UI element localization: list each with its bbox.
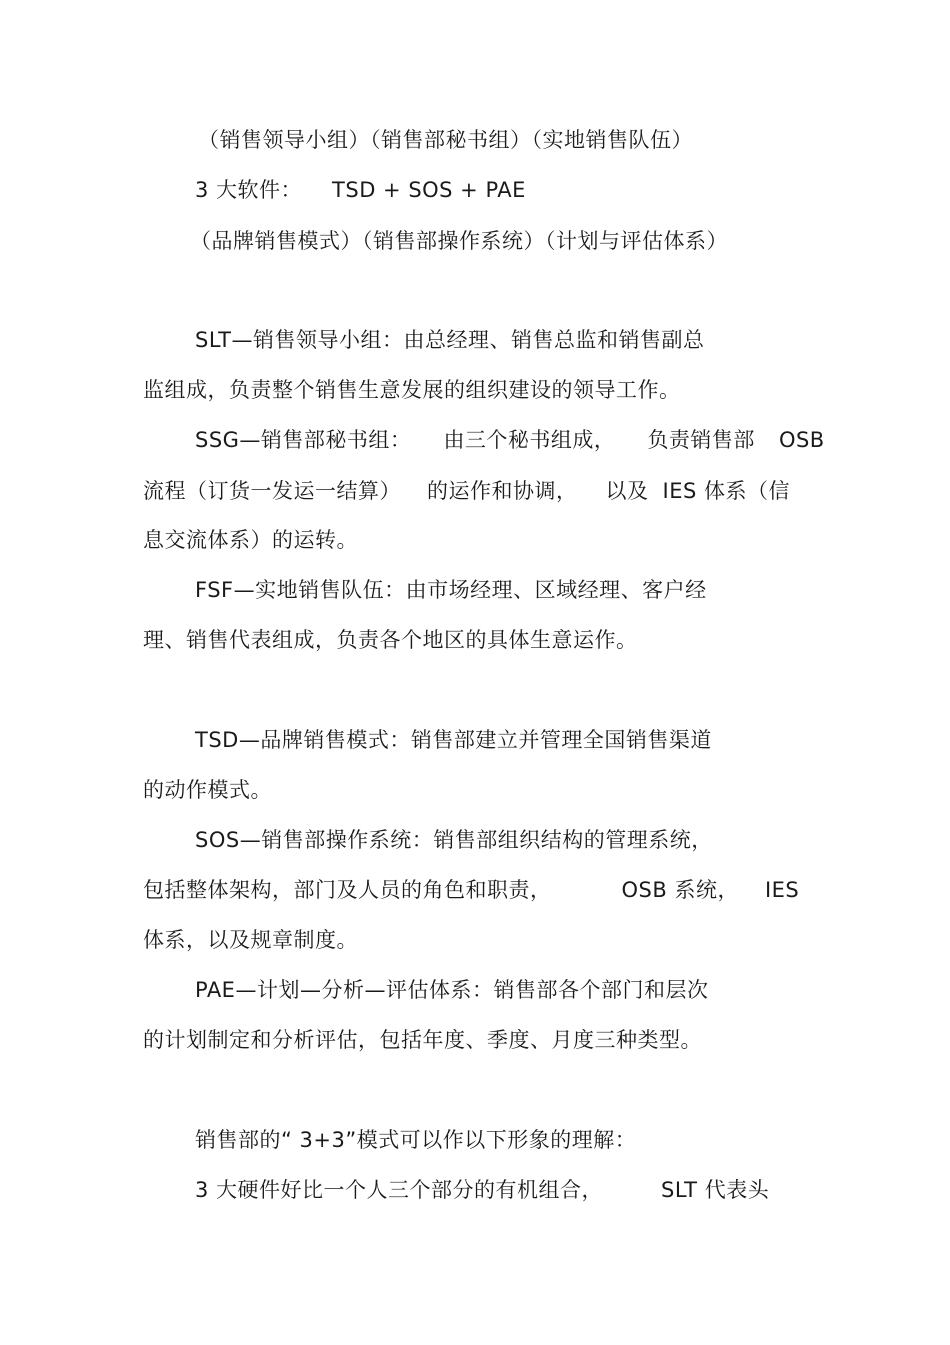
text-segment: TSD—品牌销售模式：销售部建立并管理全国销售渠道	[195, 728, 712, 752]
hardware-analogy-line	[195, 1175, 769, 1205]
text-segment: 的动作模式。	[143, 778, 272, 802]
tsd-paragraph-line-2	[143, 775, 272, 805]
text-segment: 体系，以及规章制度。	[143, 928, 358, 952]
text-segment: SSG—销售部秘书组：	[195, 428, 412, 452]
text-segment: 负责销售部	[647, 428, 755, 452]
software-descriptions-line	[190, 226, 728, 256]
text-segment: 3 大软件：	[195, 178, 303, 202]
text-segment: （品牌销售模式）（销售部操作系统）（计划与评估体系）	[190, 229, 728, 253]
text-segment: SLT 代表头	[661, 1178, 770, 1202]
sos-paragraph-line-3	[143, 925, 358, 955]
sos-paragraph-line-2	[143, 875, 799, 905]
sos-paragraph-line-1	[195, 825, 713, 855]
slt-paragraph-line-1	[195, 325, 704, 355]
hardware-descriptions-line	[198, 125, 693, 155]
tsd-paragraph-line-1	[195, 725, 712, 755]
text-segment: PAE—计划—分析—评估体系：销售部各个部门和层次	[195, 978, 709, 1002]
text-segment: TSD + SOS + PAE	[332, 178, 526, 202]
text-segment: 以及	[605, 479, 649, 503]
text-segment: SLT—销售领导小组：由总经理、销售总监和销售副总	[195, 328, 705, 352]
text-segment: （销售领导小组）（销售部秘书组）（实地销售队伍）	[198, 128, 693, 152]
text-segment: OSB	[778, 428, 825, 452]
text-segment: IES 体系（信	[662, 479, 790, 503]
text-segment: OSB 系统，	[621, 878, 739, 902]
fsf-paragraph-line-1	[195, 575, 707, 605]
pae-paragraph-line-2	[143, 1025, 702, 1055]
text-segment: SOS—销售部操作系统：销售部组织结构的管理系统，	[195, 828, 713, 852]
text-segment: 流程（订货一发运一结算）	[143, 479, 401, 503]
ssg-paragraph-line-1	[195, 425, 825, 455]
software-heading-line	[195, 175, 526, 205]
slt-paragraph-line-2	[143, 375, 681, 405]
text-segment: 由三个秘书组成，	[443, 428, 616, 452]
text-segment: 销售部的“ 3+3”模式可以作以下形象的理解：	[195, 1128, 637, 1152]
ssg-paragraph-line-2	[143, 476, 790, 506]
ssg-paragraph-line-3	[143, 525, 358, 555]
fsf-paragraph-line-2	[143, 625, 638, 655]
pae-paragraph-line-1	[195, 975, 708, 1005]
text-segment: 3 大硬件好比一个人三个部分的有机组合，	[195, 1178, 604, 1202]
text-segment: 监组成，负责整个销售生意发展的组织建设的领导工作。	[143, 378, 681, 402]
text-segment: 包括整体架构，部门及人员的角色和职责，	[143, 878, 552, 902]
text-segment: FSF—实地销售队伍：由市场经理、区域经理、客户经	[195, 578, 707, 602]
text-segment: 的计划制定和分析评估，包括年度、季度、月度三种类型。	[143, 1028, 702, 1052]
model-intro-line	[195, 1125, 636, 1155]
text-segment: 理、销售代表组成，负责各个地区的具体生意运作。	[143, 628, 638, 652]
text-segment: 息交流体系）的运转。	[143, 528, 358, 552]
text-segment: IES	[764, 878, 800, 902]
text-segment: 的运作和协调，	[427, 479, 578, 503]
